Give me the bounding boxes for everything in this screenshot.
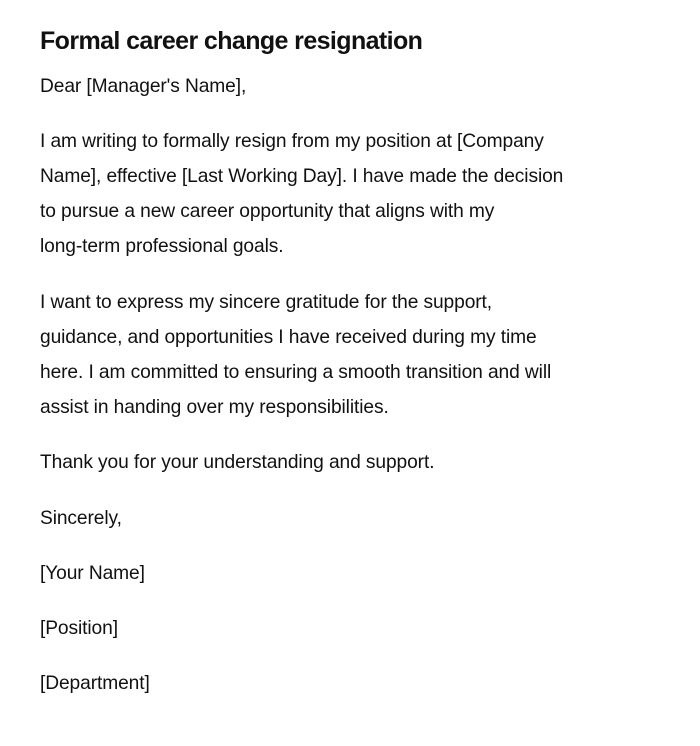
paragraph-line: assist in handing over my responsibilities.	[40, 397, 389, 418]
paragraph-line: I want to express my sincere gratitude for the support,	[40, 292, 493, 313]
signature-department: [Department]	[40, 673, 150, 694]
paragraph-line: I am writing to formally resign from my position at [Company	[40, 131, 544, 152]
paragraph-line: to pursue a new career opportunity that aligns with my	[40, 201, 495, 222]
salutation: Dear [Manager's Name],	[40, 76, 247, 97]
letter-title: Formal career change resignation	[40, 27, 423, 55]
paragraph-line: here. I am committed to ensuring a smooth transition and will	[40, 362, 552, 383]
signature-position: [Position]	[40, 618, 118, 639]
closing: Sincerely,	[40, 508, 122, 529]
signature-name: [Your Name]	[40, 563, 145, 584]
paragraph-line: guidance, and opportunities I have received during my time	[40, 327, 537, 348]
paragraph-line: long-term professional goals.	[40, 236, 284, 257]
body-paragraph-2	[40, 285, 640, 425]
thanks-line: Thank you for your understanding and support.	[40, 452, 435, 473]
body-paragraph-1	[40, 124, 640, 264]
paragraph-line: Name], effective [Last Working Day]. I have made the decision	[40, 166, 564, 187]
